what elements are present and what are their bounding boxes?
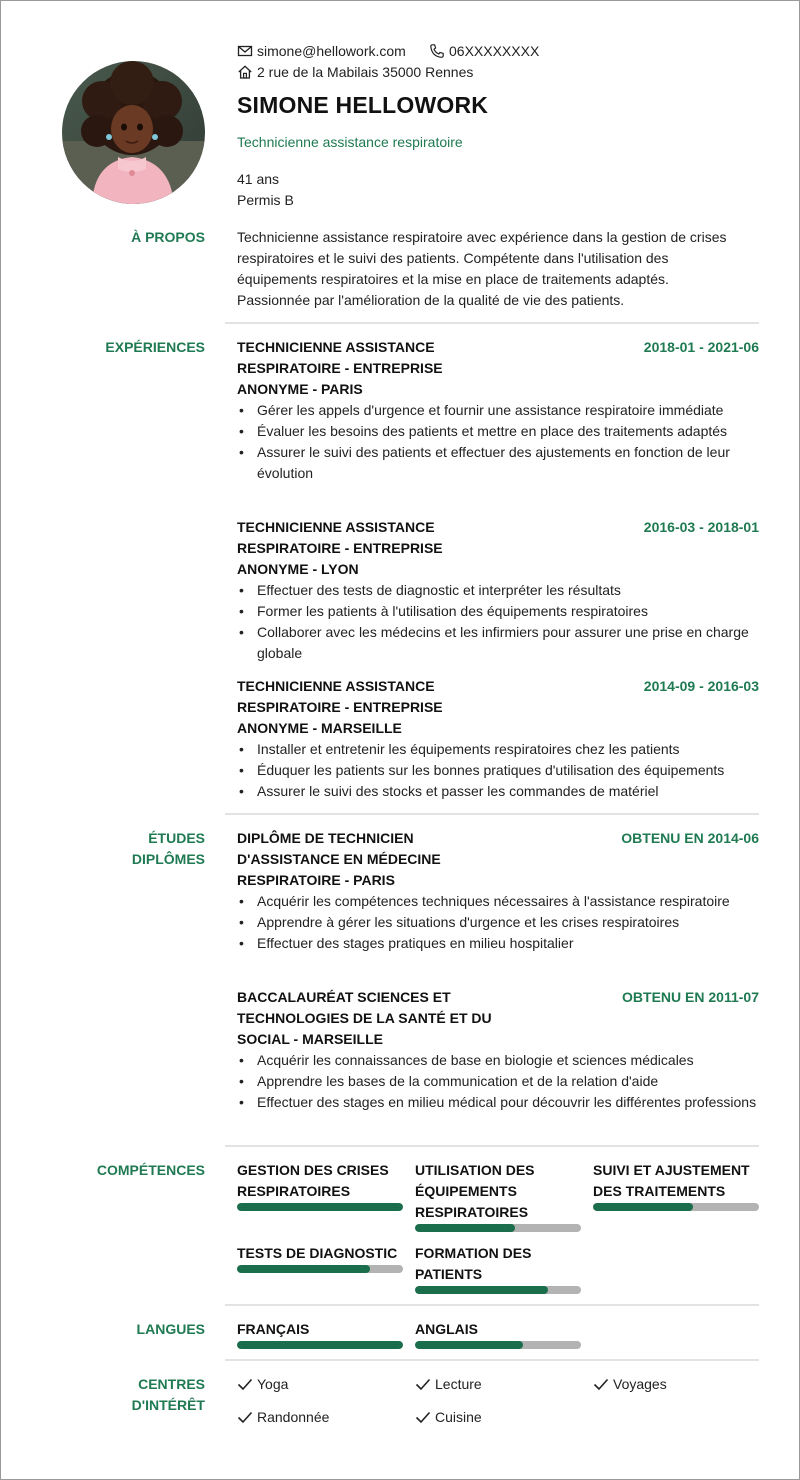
language-item: [415, 1319, 581, 1349]
interest-label: Lecture: [435, 1376, 482, 1392]
language-level-bar: [237, 1341, 403, 1349]
interest-item: [237, 1376, 288, 1392]
section-divider: [225, 322, 759, 324]
title-line: ANONYME - MARSEILLE: [237, 720, 402, 736]
title-line: RESPIRATOIRE - PARIS: [237, 872, 395, 888]
about-line: équipements respiratoires et la mise en place de traitements adaptés.: [237, 271, 669, 287]
list-item: • Apprendre à gérer les situations d'urgence et les crises respiratoires: [237, 912, 762, 933]
skill-name: SUIVI ET AJUSTEMENT DES TRAITEMENTS: [593, 1162, 750, 1199]
list-item: • Installer et entretenir les équipements respiratoires chez les patients: [237, 739, 762, 760]
title-line: TECHNICIENNE ASSISTANCE: [237, 519, 435, 535]
experience-bullets: [237, 580, 762, 664]
list-item: • Acquérir les connaissances de base en biologie et sciences médicales: [237, 1050, 762, 1071]
interest-item: [415, 1376, 482, 1392]
title-line: TECHNICIENNE ASSISTANCE: [237, 678, 435, 694]
section-label-about: À PROPOS: [131, 229, 205, 245]
experience-title: [237, 337, 443, 400]
title-line: RESPIRATOIRE - ENTREPRISE: [237, 699, 443, 715]
title-line: RESPIRATOIRE - ENTREPRISE: [237, 540, 443, 556]
list-item: • Évaluer les besoins des patients et mettre en place des traitements adaptés: [237, 421, 762, 442]
phone-contact[interactable]: [429, 43, 539, 59]
about-line: respiratoires et le suivi des patients. Compétente dans l'utilisation des: [237, 250, 669, 266]
skill-level-bar: [415, 1286, 581, 1294]
email-contact[interactable]: [237, 43, 406, 59]
language-item: [237, 1319, 403, 1349]
address-contact: [237, 64, 473, 80]
interest-item: [237, 1409, 329, 1425]
check-icon: [415, 1409, 431, 1425]
section-divider: [225, 1304, 759, 1306]
label-line: D'INTÉRÊT: [131, 1397, 205, 1413]
list-item: • Éduquer les patients sur les bonnes pratiques d'utilisation des équipements: [237, 760, 762, 781]
profile-photo: [62, 61, 205, 204]
list-item: • Assurer le suivi des patients et effectuer des ajustements en fonction de leur évolution: [237, 442, 762, 484]
label-line: ÉTUDES: [148, 830, 205, 846]
section-label-interests: [132, 1374, 205, 1416]
list-item: • Assurer le suivi des stocks et passer les commandes de matériel: [237, 781, 762, 802]
phone-text[interactable]: 06XXXXXXXX: [449, 43, 540, 59]
education-title: [237, 828, 441, 891]
skill-level-bar: [237, 1265, 403, 1273]
experience-bullets: [237, 739, 762, 802]
list-item: • Acquérir les compétences techniques nécessaires à l'assistance respiratoire: [237, 891, 762, 912]
section-divider: [225, 1359, 759, 1361]
title-line: RESPIRATOIRE - ENTREPRISE: [237, 360, 443, 376]
about-line: Passionnée par l'amélioration de la qualité de vie des patients.: [237, 292, 625, 308]
experience-bullets: [237, 400, 762, 484]
check-icon: [237, 1409, 253, 1425]
education-date: OBTENU EN 2011-07: [622, 989, 759, 1005]
interest-item: [593, 1376, 667, 1392]
education-bullets: [237, 891, 762, 954]
interest-label: Voyages: [613, 1376, 667, 1392]
skill-item: [237, 1243, 403, 1273]
skill-item: [237, 1160, 403, 1211]
interest-label: Yoga: [257, 1376, 289, 1392]
title-line: ANONYME - LYON: [237, 561, 359, 577]
about-text: [237, 227, 762, 311]
section-label-languages: LANGUES: [136, 1321, 205, 1337]
experience-title: [237, 676, 443, 739]
language-name: ANGLAIS: [415, 1321, 478, 1337]
skill-name: FORMATION DES PATIENTS: [415, 1245, 532, 1282]
list-item: • Apprendre les bases de la communication et de la relation d'aide: [237, 1071, 762, 1092]
language-level-bar: [415, 1341, 581, 1349]
list-item: • Former les patients à l'utilisation des équipements respiratoires: [237, 601, 762, 622]
list-item: • Effectuer des tests de diagnostic et interpréter les résultats: [237, 580, 762, 601]
email-text[interactable]: simone@hellowork.com: [257, 43, 406, 59]
age: 41 ans: [237, 171, 280, 187]
experience-date: 2016-03 - 2018-01: [643, 519, 759, 535]
skill-item: [593, 1160, 759, 1211]
home-icon: [237, 64, 253, 80]
section-label-skills: COMPÉTENCES: [96, 1162, 205, 1178]
driving-license: Permis B: [237, 192, 294, 208]
address-text: 2 rue de la Mabilais 35000 Rennes: [257, 64, 474, 80]
title-line: ANONYME - PARIS: [237, 381, 363, 397]
skill-level-bar: [237, 1203, 403, 1211]
label-line: DIPLÔMES: [131, 851, 205, 867]
interest-item: [415, 1409, 482, 1425]
list-item: • Collaborer avec les médecins et les infirmiers pour assurer une prise en charge globale: [237, 622, 762, 664]
section-label-education: [132, 828, 205, 870]
interest-label: Cuisine: [435, 1409, 482, 1425]
title-line: BACCALAURÉAT SCIENCES ET: [237, 989, 451, 1005]
skill-level-bar: [593, 1203, 759, 1211]
skill-level-bar: [415, 1224, 581, 1232]
job-title: Technicienne assistance respiratoire: [237, 134, 463, 150]
title-line: DIPLÔME DE TECHNICIEN: [237, 830, 414, 846]
skill-name: GESTION DES CRISES RESPIRATOIRES: [237, 1162, 389, 1199]
about-line: Technicienne assistance respiratoire avec expérience dans la gestion de crises: [237, 229, 727, 245]
section-divider: [225, 1145, 759, 1147]
check-icon: [593, 1376, 609, 1392]
check-icon: [415, 1376, 431, 1392]
section-divider: [225, 813, 759, 815]
skill-name: UTILISATION DES ÉQUIPEMENTS RESPIRATOIRES: [415, 1162, 535, 1220]
interest-label: Randonnée: [257, 1409, 330, 1425]
education-title: [237, 987, 492, 1050]
title-line: D'ASSISTANCE EN MÉDECINE: [237, 851, 441, 867]
envelope-icon: [237, 43, 253, 59]
title-line: SOCIAL - MARSEILLE: [237, 1031, 383, 1047]
check-icon: [237, 1376, 253, 1392]
experience-date: 2014-09 - 2016-03: [643, 678, 759, 694]
list-item: • Effectuer des stages pratiques en milieu hospitalier: [237, 933, 762, 954]
skill-item: [415, 1243, 581, 1294]
experience-title: [237, 517, 443, 580]
list-item: • Effectuer des stages en milieu médical pour découvrir les différentes professions: [237, 1092, 762, 1113]
language-name: FRANÇAIS: [237, 1321, 310, 1337]
skill-item: [415, 1160, 581, 1232]
education-bullets: [237, 1050, 762, 1113]
label-line: CENTRES: [138, 1376, 205, 1392]
candidate-name: SIMONE HELLOWORK: [237, 92, 489, 118]
list-item: • Gérer les appels d'urgence et fournir une assistance respiratoire immédiate: [237, 400, 762, 421]
education-date: OBTENU EN 2014-06: [621, 830, 759, 846]
title-line: TECHNOLOGIES DE LA SANTÉ ET DU: [237, 1010, 492, 1026]
experience-date: 2018-01 - 2021-06: [643, 339, 759, 355]
title-line: TECHNICIENNE ASSISTANCE: [237, 339, 435, 355]
section-label-experiences: EXPÉRIENCES: [105, 339, 205, 355]
skill-name: TESTS DE DIAGNOSTIC: [237, 1245, 398, 1261]
phone-icon: [429, 43, 445, 59]
